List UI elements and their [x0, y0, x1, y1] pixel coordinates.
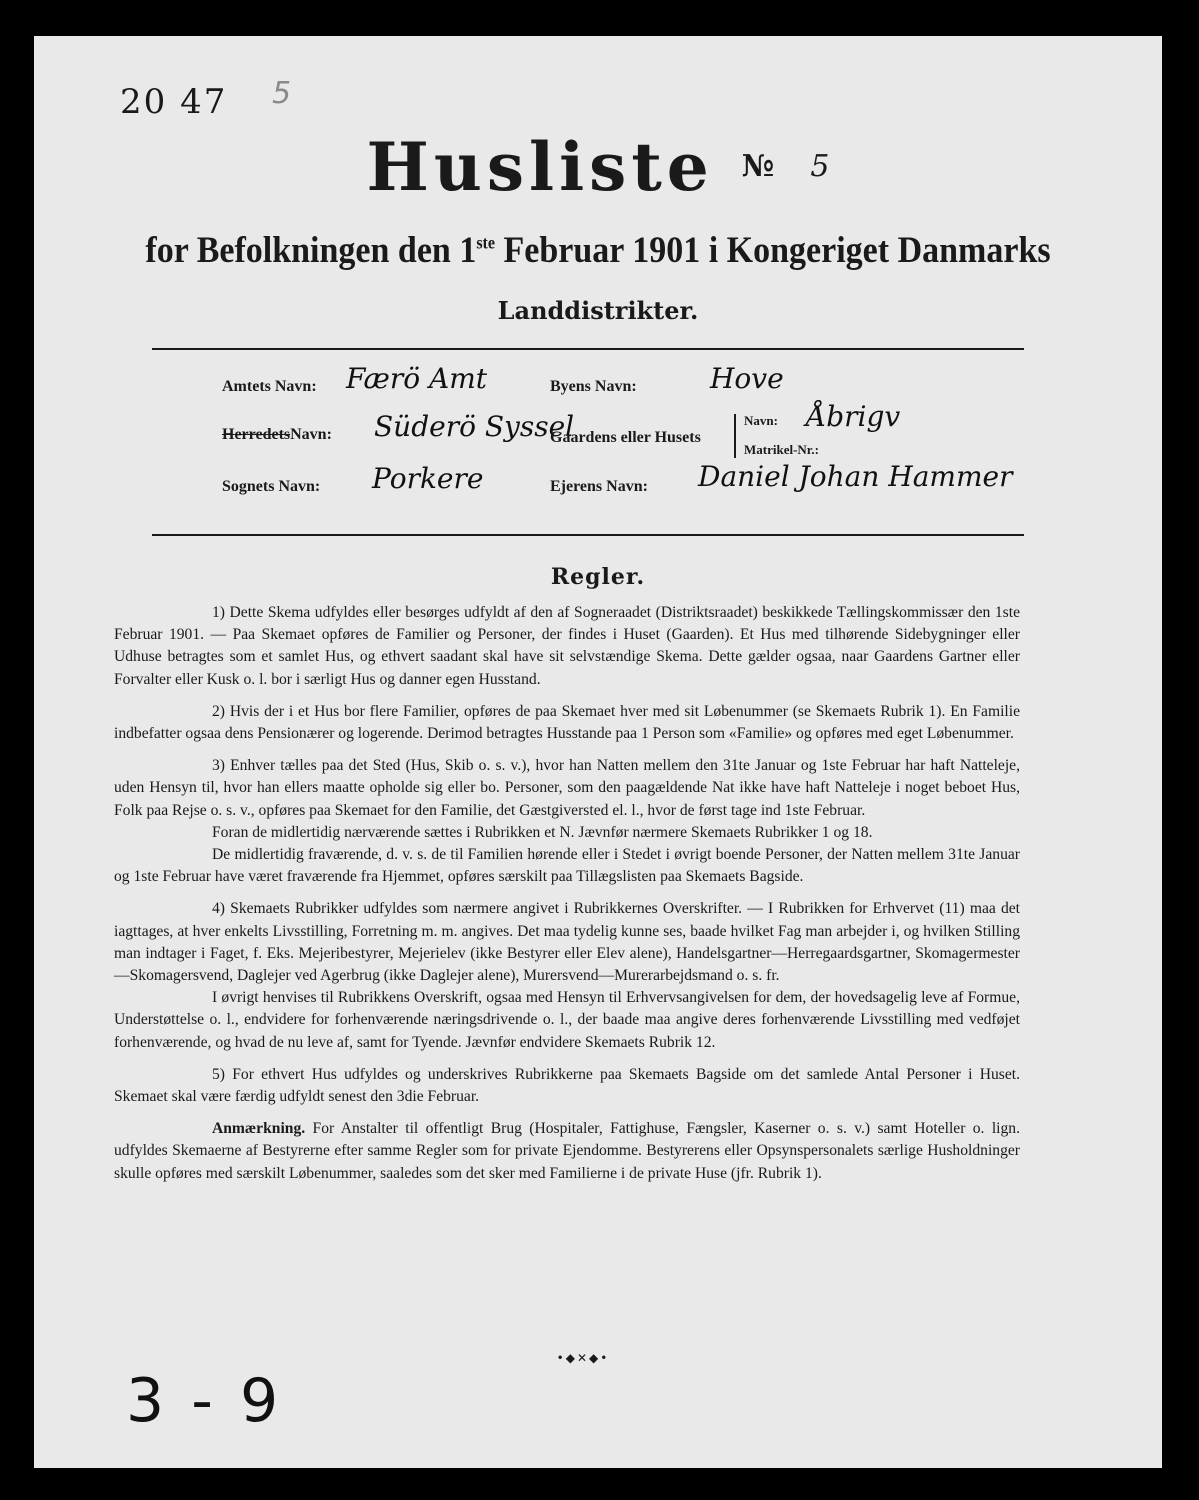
census-form-sheet [34, 36, 1162, 1468]
rules-text [114, 602, 1020, 1195]
herred-label [222, 426, 332, 444]
navn-value: Åbrigv [806, 400, 901, 433]
navn-label: Navn: [744, 413, 778, 428]
title-text: Husliste [366, 128, 714, 206]
number-sign: № [741, 149, 775, 184]
handwritten-page-number: 3 - 9 [126, 1366, 283, 1436]
brace [734, 414, 736, 458]
note-label: Anmærkning. [212, 1120, 306, 1138]
ornament: •◆✕◆• [556, 1351, 610, 1365]
rule-3c: De midlertidig fraværende, d. v. s. de til Familien hørende eller i Stedet i øvrigt boende Personer, der Natten mellem 31te Januar og 1ste Februar have været fraværende fra Hjemmet, opføres særskilt paa Tillægslisten paa Skemaets Bagside. [114, 846, 1020, 886]
note-text: For Anstalter til offentligt Brug (Hospitaler, Fattighuse, Fængsler, Kaserner o. s. v.) samt Hoteller o. lign. udfyldes Skemaerne af Bestyrerne efter samme Regler som for private Ejendomme. Bestyrerens eller Opsynspersonalets særlige Husholdninger skulle opføres med særskilt Løbenummer, saaledes som det sker med Familierne i de private Huse (jfr. Rubrik 1). [114, 1120, 1020, 1182]
rule-3b: Foran de midlertidig nærværende sættes i Rubrikken et N. Jævnfør nærmere Skemaets Rubrikker 1 og 18. [212, 823, 873, 841]
rule-4: 4) Skemaets Rubrikker udfyldes som nærmere angivet i Rubrikkernes Overskrifter. — I Rubrikken for Erhvervet (11) maa det iagttages, at hver enkelts Livsstilling, Forretning m. m. angives. Det maa tydelig kunne ses, baade hvilket Fag man arbejder i, og hvilken Stilling man indtager i Faget, f. Eks. Mejeribestyrer, Mejerielev (ikke Bestyrer eller Elev alene), Handelsgartner—Herregaardsgartner, Skomagermester—Skomagersvend, Daglejer ved Agerbrug (ikke Daglejer alene), Murersvend—Murerarbejdsmand o. s. fr. [114, 900, 1020, 985]
subtitle-sup: ste [476, 234, 495, 253]
matrikel-label: Matrikel-Nr.: [744, 442, 819, 457]
by-label: Byens Navn: [550, 378, 637, 395]
herred-label-struck: Herredets [222, 426, 291, 443]
gaard-label: Gaardens eller Husets [550, 429, 701, 446]
divider-top [152, 348, 1024, 350]
herred-label-rest: Navn: [290, 426, 332, 443]
sogn-label: Sognets Navn: [222, 478, 321, 495]
reference-number: 20 47 [120, 82, 228, 122]
rule-2: 2) Hvis der i et Hus bor flere Familier, opføres de paa Skemaet hver med sit Løbenummer (se Skemaets Rubrik 1). En Familie indbefatter ogsaa dens Pensionærer og logerende. Derimod betragtes Husstande paa 1 Person som «Familie» og opføres med eget Løbenummer. [114, 702, 1020, 743]
rule-5: 5) For ethvert Hus udfyldes og underskrives Rubrikkerne paa Skemaets Bagside om det samlede Antal Personer i Huset. Skemaet skal være færdig udfyldt senest den 3die Februar. [114, 1065, 1020, 1106]
rule-4b: I øvrigt henvises til Rubrikkens Overskrift, ogsaa med Hensyn til Erhvervsangivelsen for dem, der hovedsagelig leve af Formue, Understøttelse o. l., endvidere for forhenværende næringsdrivende o. l., der baade maa angive deres forhenværende Livsstilling med vedføjet forhenværende, og hvad de nu leve af, samt for Tyende. Jævnfør endvidere Skemaets Rubrik 12. [114, 989, 1020, 1051]
subtitle-districts: Landdistrikter. [497, 296, 699, 325]
ejer-label: Ejerens Navn: [550, 478, 648, 495]
rule-1: 1) Dette Skema udfyldes eller besørges udfyldt af den af Sogneraadet (Distriktsraadet) beskikkede Tællingskommissær den 1ste Februar 1901. — Paa Skemaet opføres de Familier og Personer, der findes i Huset (Gaarden). Et Hus med tilhørende Sidebygninger eller Udhuse betragtes som et samlet Hus, og ethvert saadant skal have sit selvstændige Skema. Dette gælder ogsaa, naar Gaardens Gartner eller Forvalter eller Kusk o. l. bor i særligt Hus og danner egen Husstand. [114, 604, 1020, 688]
rules-heading: Regler. [550, 564, 646, 590]
sogn-value: Porkere [372, 462, 484, 495]
handwritten-reference: 5 [272, 76, 292, 111]
subtitle-pre: for Befolkningen den 1 [145, 230, 477, 271]
ejer-value: Daniel Johan Hammer [698, 460, 1013, 493]
amt-value: Færö Amt [346, 362, 488, 395]
herred-value: Süderö Syssel [374, 410, 575, 443]
rule-3: 3) Enhver tælles paa det Sted (Hus, Skib o. s. v.), hvor han Natten mellem den 31te Januar og 1ste Februar har haft Natteleje, uden Hensyn til, hvor han ellers maatte opholde sig eller bo. Personer, som den paagældende Nat ikke have haft Natteleje i noget beboet Hus, Folk paa Rejse o. s. v., opføres paa Skemaet for den Familie, det Gæstgiversted el. l., hvor de først tage ind 1ste Februar. [114, 757, 1020, 819]
list-number-handwritten: 5 [810, 149, 830, 184]
subtitle-post: Februar 1901 i Kongeriget Danmarks [494, 230, 1051, 271]
divider-bottom [152, 534, 1024, 536]
amt-label: Amtets Navn: [222, 378, 317, 395]
subtitle [34, 230, 1162, 272]
note [114, 1118, 1020, 1185]
page-title [34, 128, 1162, 206]
by-value: Hove [710, 362, 784, 395]
